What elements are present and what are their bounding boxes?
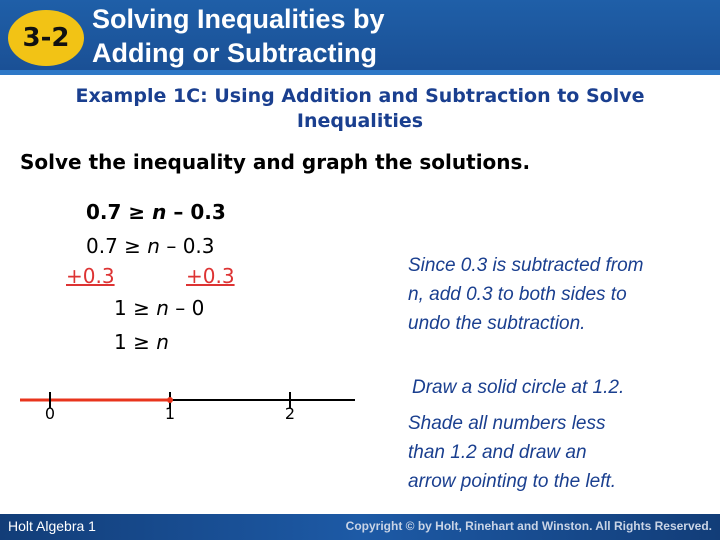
note-subtraction-line2: n, add 0.3 to both sides to — [408, 284, 627, 305]
step3-left: 1 — [114, 296, 127, 320]
tick-label: 2 — [284, 404, 296, 423]
note-shade-line3: arrow pointing to the left. — [408, 471, 617, 492]
step3-inequality — [114, 296, 204, 320]
lesson-title-line1: Solving Inequalities by — [92, 4, 385, 34]
lesson-title — [92, 2, 385, 70]
step1-left: 0.7 — [86, 234, 118, 258]
footer-bar — [0, 514, 720, 540]
solid-point — [167, 397, 173, 403]
step1-rest: – 0.3 — [166, 234, 215, 258]
lesson-badge: 3-2 — [8, 10, 84, 66]
step1-inequality — [86, 234, 215, 258]
example-heading-line1: Example 1C: Using Addition and Subtraction to Solve — [75, 85, 645, 107]
step4-variable: n — [156, 330, 169, 354]
instruction-text: Solve the inequality and graph the solutions. — [20, 150, 531, 174]
note-subtraction-line3: undo the subtraction. — [408, 313, 586, 334]
number-line — [0, 380, 400, 430]
footer-course: Holt Algebra 1 — [8, 518, 96, 534]
step3-relation: ≥ — [133, 296, 150, 320]
note-shade — [408, 409, 616, 496]
original-relation: ≥ — [128, 200, 146, 224]
step1-variable: n — [147, 234, 160, 258]
note-subtraction-line1: Since 0.3 is subtracted from — [408, 255, 644, 276]
step3-rest: – 0 — [175, 296, 205, 320]
header-bar — [0, 0, 720, 75]
tick-label: 1 — [164, 404, 176, 423]
original-variable: n — [152, 200, 167, 224]
original-inequality — [86, 200, 226, 224]
step1-relation: ≥ — [124, 234, 141, 258]
tick-label: 0 — [44, 404, 56, 423]
example-heading — [10, 84, 710, 134]
step3-variable: n — [156, 296, 169, 320]
step4-left: 1 — [114, 330, 127, 354]
footer-copyright: Copyright © by Holt, Rinehart and Winston. All Rights Reserved. — [345, 519, 712, 533]
note-subtraction — [408, 251, 644, 338]
original-rest: – 0.3 — [173, 200, 226, 224]
note-solid-circle: Draw a solid circle at 1.2. — [412, 377, 625, 398]
original-left: 0.7 — [86, 200, 122, 224]
header-stripe — [0, 70, 720, 75]
step4-relation: ≥ — [133, 330, 150, 354]
example-heading-line2: Inequalities — [296, 110, 424, 132]
note-shade-line2: than 1.2 and draw an — [408, 442, 587, 463]
step2-right-addend: +0.3 — [186, 264, 235, 288]
lesson-title-line2: Adding or Subtracting — [92, 38, 377, 68]
step2-left-addend: +0.3 — [66, 264, 115, 288]
note-shade-line1: Shade all numbers less — [408, 413, 606, 434]
step4-inequality — [114, 330, 169, 354]
